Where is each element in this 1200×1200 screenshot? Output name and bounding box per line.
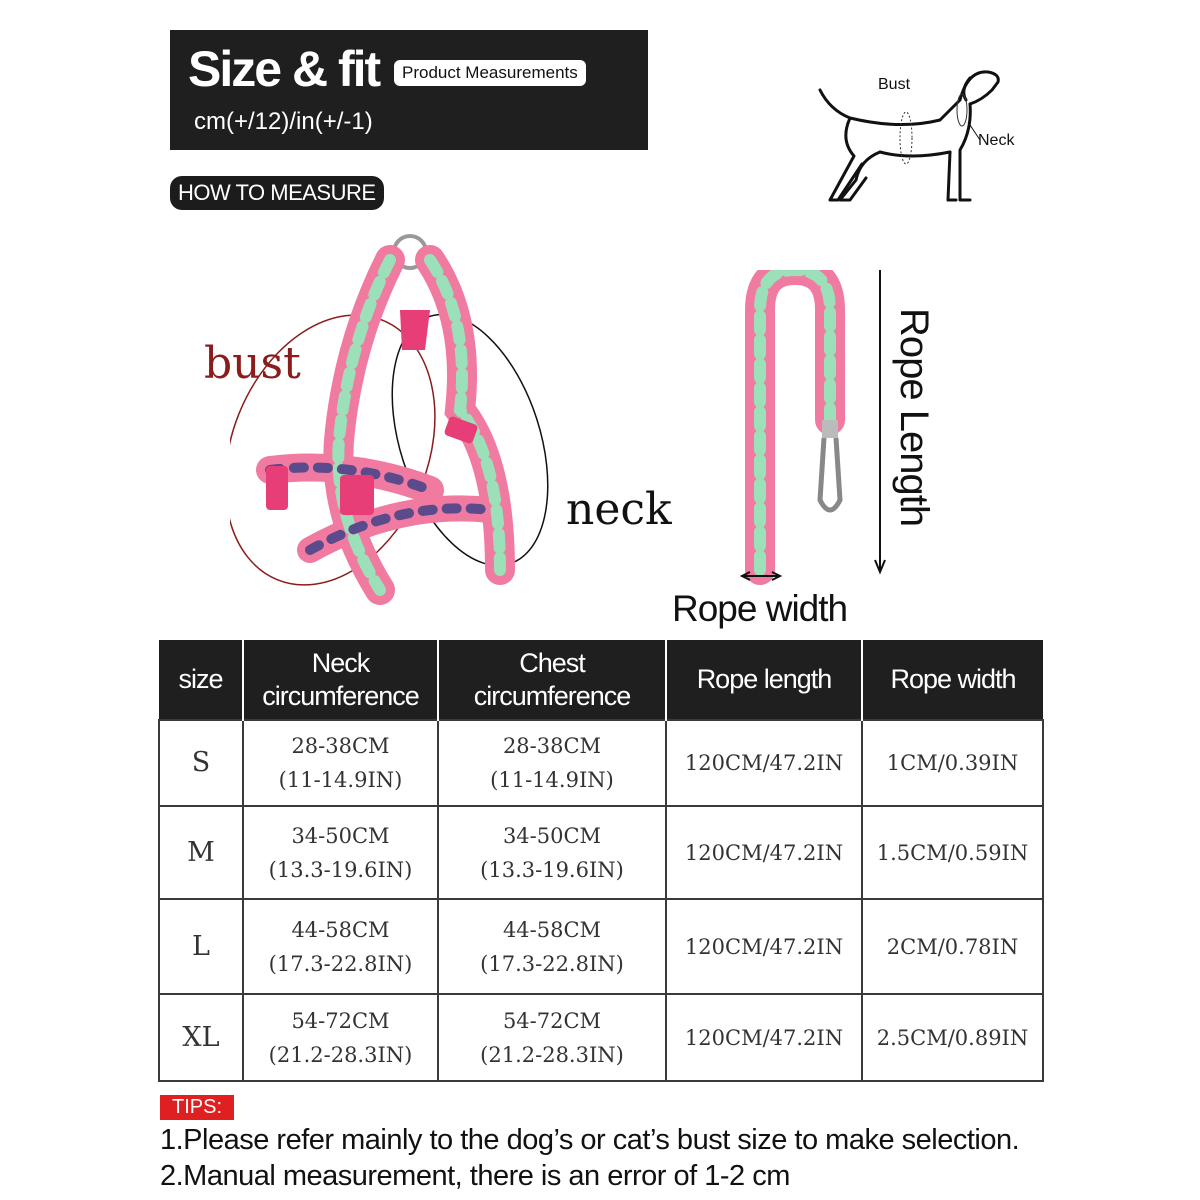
tips-badge: TIPS:	[160, 1095, 234, 1120]
neck-cell: 54-72CM (21.2-28.3IN)	[243, 994, 438, 1081]
harness-neck-label: neck	[566, 484, 672, 535]
header-rope-length: Rope length	[666, 640, 862, 720]
chest-cell: 54-72CM (21.2-28.3IN)	[438, 994, 666, 1081]
harness-illustration	[230, 230, 550, 630]
leash-illustration	[720, 270, 870, 590]
table-row	[159, 806, 1043, 899]
rope-length-cell: 120CM/47.2IN	[666, 720, 862, 806]
chest-cell: 44-58CM (17.3-22.8IN)	[438, 899, 666, 994]
rope-width-cell: 2.5CM/0.89IN	[862, 994, 1043, 1081]
size-cell: XL	[159, 994, 243, 1081]
rope-length-cell: 120CM/47.2IN	[666, 806, 862, 899]
size-cell: M	[159, 806, 243, 899]
neck-cell: 44-58CM (17.3-22.8IN)	[243, 899, 438, 994]
rope-width-label: Rope width	[672, 588, 848, 629]
how-to-measure-badge: HOW TO MEASURE	[170, 176, 384, 210]
tip-item: 2.Manual measurement, there is an error of 1-2 cm	[160, 1160, 790, 1192]
header-rope-width: Rope width	[862, 640, 1043, 720]
size-cell: L	[159, 899, 243, 994]
leash-image	[720, 270, 890, 590]
rope-length-cell: 120CM/47.2IN	[666, 899, 862, 994]
table-row	[159, 899, 1043, 994]
page-title: Size & fit	[188, 41, 380, 97]
rope-length-label: Rope Length	[892, 308, 936, 527]
product-measurements-badge: Product Measurements	[394, 60, 586, 86]
chest-cell: 28-38CM (11-14.9IN)	[438, 720, 666, 806]
rope-length-cell: 120CM/47.2IN	[666, 994, 862, 1081]
table-header-row	[159, 640, 1043, 720]
rope-width-cell: 1CM/0.39IN	[862, 720, 1043, 806]
rope-width-cell: 2CM/0.78IN	[862, 899, 1043, 994]
dog-measurement-diagram	[810, 60, 1030, 210]
table-row	[159, 994, 1043, 1081]
dog-bust-label: Bust	[878, 76, 911, 93]
harness-image	[230, 230, 550, 630]
table-row	[159, 720, 1043, 806]
header-size: size	[159, 640, 243, 720]
header-chest-circumference: Chest circumference	[438, 640, 666, 720]
tip-item: 1.Please refer mainly to the dog’s or cat’s bust size to make selection.	[160, 1124, 1020, 1156]
unit-tolerance-text: cm(+/12)/in(+/-1)	[194, 108, 373, 135]
dog-neck-label: Neck	[978, 132, 1015, 149]
header-neck-circumference: Neck circumference	[243, 640, 438, 720]
neck-cell: 34-50CM (13.3-19.6IN)	[243, 806, 438, 899]
harness-bust-label: bust	[204, 338, 301, 389]
header-banner	[170, 30, 648, 150]
neck-cell: 28-38CM (11-14.9IN)	[243, 720, 438, 806]
chest-cell: 34-50CM (13.3-19.6IN)	[438, 806, 666, 899]
size-cell: S	[159, 720, 243, 806]
size-chart-table	[158, 640, 1044, 1082]
rope-width-cell: 1.5CM/0.59IN	[862, 806, 1043, 899]
